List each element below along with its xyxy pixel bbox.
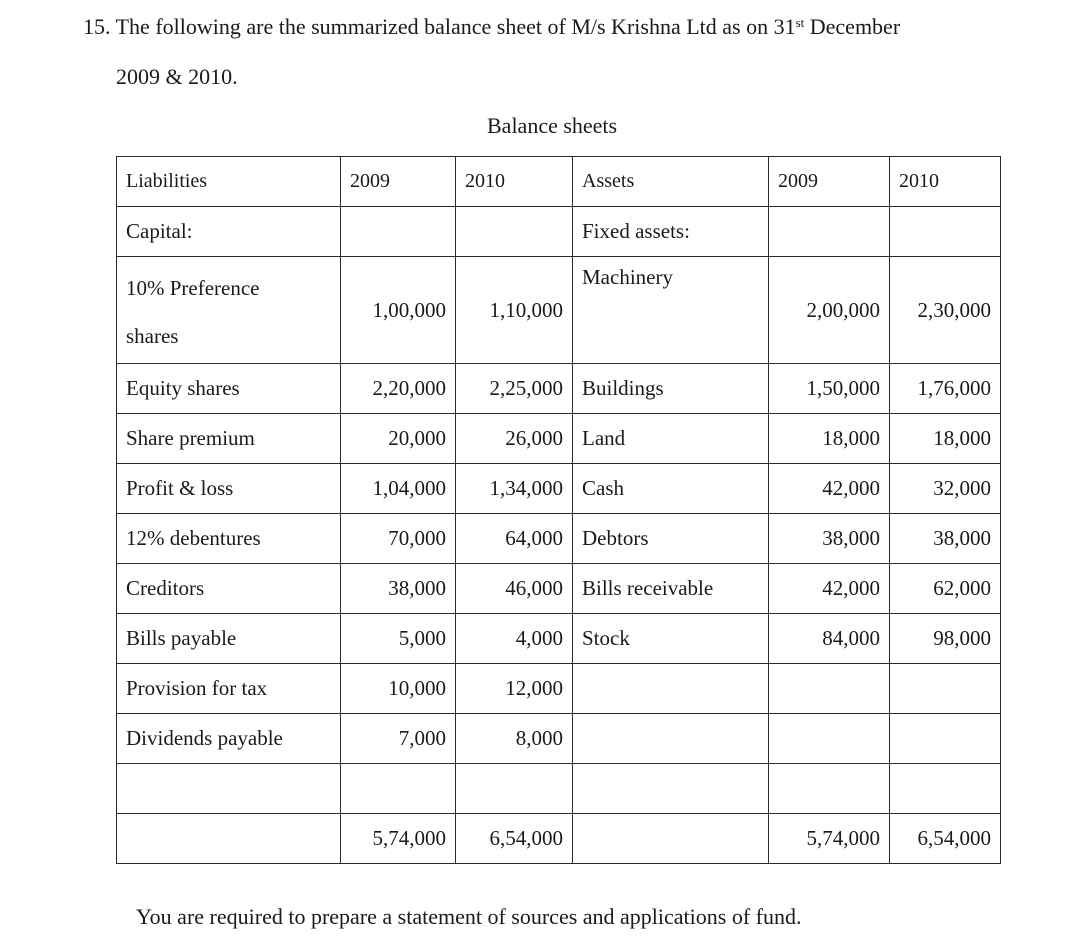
header-liabilities: Liabilities — [117, 157, 341, 207]
asset-2010 — [890, 207, 1001, 257]
asset-2010: 1,76,000 — [890, 364, 1001, 414]
liability-2009 — [341, 207, 456, 257]
total-liabilities-2009: 5,74,000 — [341, 814, 456, 864]
header-assets: Assets — [573, 157, 769, 207]
question-text: The following are the summarized balance sheet of M/s Krishna Ltd as on 31 — [115, 14, 796, 39]
liability-2009: 5,000 — [341, 614, 456, 664]
table-row — [117, 364, 1001, 414]
liability-2010 — [456, 207, 573, 257]
liability-name: Share premium — [117, 414, 341, 464]
asset-2010 — [890, 714, 1001, 764]
liability-name: Dividends payable — [117, 714, 341, 764]
asset-2009 — [769, 664, 890, 714]
asset-2009: 38,000 — [769, 514, 890, 564]
liability-2009 — [341, 764, 456, 814]
asset-2009 — [769, 764, 890, 814]
asset-2010: 32,000 — [890, 464, 1001, 514]
table-row — [117, 714, 1001, 764]
table-header-row — [117, 157, 1001, 207]
asset-name: Bills receivable — [573, 564, 769, 614]
asset-2010 — [890, 764, 1001, 814]
asset-2010: 62,000 — [890, 564, 1001, 614]
table-row — [117, 564, 1001, 614]
liability-name-line-1: 10% Preference — [126, 276, 260, 300]
liability-2010: 12,000 — [456, 664, 573, 714]
total-assets-2010: 6,54,000 — [890, 814, 1001, 864]
instruction-text: You are required to prepare a statement of sources and applications of fund. — [136, 904, 802, 929]
asset-name — [573, 664, 769, 714]
liability-name: Creditors — [117, 564, 341, 614]
liability-2010: 2,25,000 — [456, 364, 573, 414]
liability-name: Provision for tax — [117, 664, 341, 714]
asset-2010: 18,000 — [890, 414, 1001, 464]
date-superscript: st — [795, 15, 805, 30]
liability-2010 — [456, 764, 573, 814]
asset-2009 — [769, 714, 890, 764]
totals-row — [117, 814, 1001, 864]
liability-2009: 38,000 — [341, 564, 456, 614]
total-liabilities-2010: 6,54,000 — [456, 814, 573, 864]
liability-2010: 4,000 — [456, 614, 573, 664]
liability-name: Bills payable — [117, 614, 341, 664]
table-row — [117, 207, 1001, 257]
asset-name — [573, 714, 769, 764]
table-row — [117, 257, 1001, 364]
table-row — [117, 664, 1001, 714]
liability-2010: 64,000 — [456, 514, 573, 564]
liability-2009: 7,000 — [341, 714, 456, 764]
asset-name: Debtors — [573, 514, 769, 564]
table-row — [117, 464, 1001, 514]
header-liabilities-2010: 2010 — [456, 157, 573, 207]
liability-2009: 70,000 — [341, 514, 456, 564]
liability-name: Equity shares — [117, 364, 341, 414]
table-row — [117, 414, 1001, 464]
asset-name: Cash — [573, 464, 769, 514]
question-number: 15. — [83, 14, 111, 39]
table-row — [117, 764, 1001, 814]
totals-label-cell — [117, 814, 341, 864]
liability-2010: 26,000 — [456, 414, 573, 464]
liability-2010: 46,000 — [456, 564, 573, 614]
header-assets-2009: 2009 — [769, 157, 890, 207]
table-caption: Balance sheets — [487, 113, 618, 138]
question-line-1 — [83, 14, 900, 40]
asset-2010: 38,000 — [890, 514, 1001, 564]
asset-2009: 2,00,000 — [769, 257, 890, 364]
liability-name — [117, 764, 341, 814]
asset-2009: 1,50,000 — [769, 364, 890, 414]
liability-2010: 1,10,000 — [456, 257, 573, 364]
total-assets-2009: 5,74,000 — [769, 814, 890, 864]
table-row — [117, 614, 1001, 664]
totals-asset-label-cell — [573, 814, 769, 864]
asset-2010 — [890, 664, 1001, 714]
asset-name: Buildings — [573, 364, 769, 414]
liability-2009: 2,20,000 — [341, 364, 456, 414]
header-liabilities-2009: 2009 — [341, 157, 456, 207]
asset-2009: 42,000 — [769, 564, 890, 614]
asset-2010: 2,30,000 — [890, 257, 1001, 364]
asset-2009 — [769, 207, 890, 257]
asset-name: Machinery — [573, 257, 769, 364]
asset-2009: 42,000 — [769, 464, 890, 514]
table-row — [117, 514, 1001, 564]
liability-name-line-2: shares — [126, 324, 179, 348]
question-text-end: December — [804, 14, 901, 39]
asset-name — [573, 764, 769, 814]
asset-2009: 84,000 — [769, 614, 890, 664]
header-assets-2010: 2010 — [890, 157, 1001, 207]
liability-2009: 1,04,000 — [341, 464, 456, 514]
asset-name: Stock — [573, 614, 769, 664]
liability-2009: 1,00,000 — [341, 257, 456, 364]
asset-2010: 98,000 — [890, 614, 1001, 664]
asset-name: Land — [573, 414, 769, 464]
liability-name: 12% debentures — [117, 514, 341, 564]
liability-name: Capital: — [117, 207, 341, 257]
liability-2009: 20,000 — [341, 414, 456, 464]
liability-2009: 10,000 — [341, 664, 456, 714]
asset-name: Fixed assets: — [573, 207, 769, 257]
liability-name — [117, 257, 341, 364]
balance-sheet-table — [116, 156, 1001, 864]
liability-2010: 1,34,000 — [456, 464, 573, 514]
asset-2009: 18,000 — [769, 414, 890, 464]
liability-name: Profit & loss — [117, 464, 341, 514]
liability-2010: 8,000 — [456, 714, 573, 764]
question-line-2: 2009 & 2010. — [116, 64, 238, 89]
